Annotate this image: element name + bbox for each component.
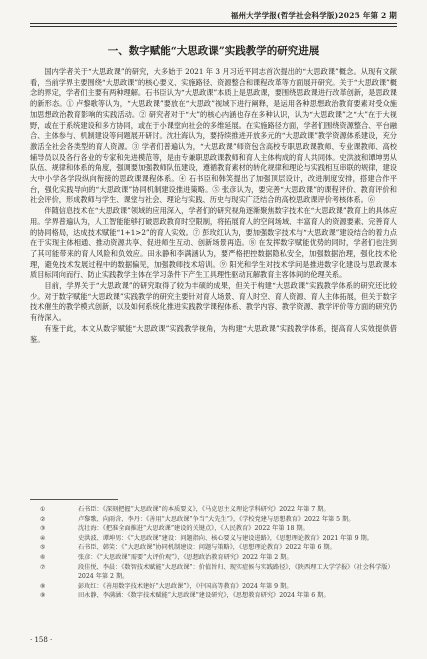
footnote-mark: ④: [40, 534, 46, 542]
footnote-text: 沈壮海：《把准全面推进“大思政课”建设的关键点》，《人民教育》2022 年第 18 期。: [78, 525, 309, 533]
footnote-mark: ⑧: [40, 582, 46, 590]
footnote-mark: ⑤: [40, 544, 46, 552]
page-number: · 158 ·: [30, 636, 53, 644]
footnote-mark: ③: [40, 525, 46, 533]
footnote-mark: ②: [40, 515, 46, 523]
section-title: 一、数字赋能“大思政课”实践教学的研究进展: [107, 45, 320, 57]
footnote: [30, 543, 397, 553]
footnote: [30, 563, 397, 582]
header-rule: [30, 23, 397, 27]
footnote-rule: [30, 499, 118, 500]
paragraph: 伴随信息技术在“大思政课”领域的应用深入，学者们的研究视角逐渐聚焦数字技术在“大思政课”教育上的具体应用。学界普遍认为，人工智能能够打破思政教育时空限制，将拓展育人的空间场域、丰富育人的资源要素、完善育人的协同格局，达成技术赋能“1+1>2”的育人实效。⑦ 彭玫红认为，要加强数字技术与“大思政课”建设结合的着力点在于实现主体相通、推动资源共享、促进师生互动、创新场景再造。⑧ 在发挥数字赋能优势的同时，学者们也注到了其可能带来的育人风险和负效应。田永静和李满涵认为，要严格把控数据隐私安全，加强数据治理，强化技术伦理，避免技术发展过程中的数据偏见，加强教师技术培训。⑨ 阳光和学生对技术学问是推进数字化建设与思政课本质目标同向而行、防止实践教学主体在学习条件下产生工具理性驱动瓦解教育主客体间的伦理关系。: [30, 206, 397, 280]
footnote: [30, 591, 397, 601]
footnote-text: 史洪波、谭坤男：《“大思政课”建设：问题指向、核心要义与建设进路》，《思想理论教育》2021 年第 9 期。: [78, 534, 373, 542]
footnote-text: 张彦：《“大思政课”需要“大评价观”》，《思想政治教育研究》2022 年第 2 期。: [78, 553, 293, 561]
footnote-mark: ⑨: [40, 592, 46, 600]
footnote: [30, 534, 397, 544]
paragraph: 国内学者关于“大思政课”的研究，大多始于 2021 年 3 月习近平同志首次提出的“大思政课”概念。从现有文献看，当前学界主要围绕“大思政课”的核心要义、实施路径、资源整合和课程改革等方面展开研究。关于“大思政课”概念的界定，学者们主要有两种理解。石书臣认为“大思政课”本质上是思政课，要围绕思政课进行改革创新，是思政课的新形态。① 卢黎歌等认为，“大思政课”要放在“大思政”视域下进行阐释，是运用各种思想政治教育要素对受众施加思想政治教育影响的实践活动。② 研究者对于“大”的核心内涵也存在多种认识，认为“大思政课”之“大”在于大视野，或在于系统建设和多方协同，或在于小课堂向社会的多维延展。在实施路径方面，学者们围绕资源整合、平台融合、主体参与、机制建设等问题展开研讨。沈壮海认为，要持续推进开放多元的“大思政课”教学资源体系建设，充分激活全社会各类型的育人资源。③ 学者们普遍认为，“大思政课”师资包含高校专职思政课教师、专业课教师、高校辅导员以及各行各业的专家和先进模范等，是由专兼职思政课教师和育人主体构成的育人共同体。史洪波和谭坤男从队伍、规律和体系的角度，强调要加强教师队伍建设，遵循教育素材的转化规律和理论与实践相互串联的规律，建设大中小学各学段纵向衔接的思政课课程体系。④ 石书臣和韩笑提出了加强顶层设计，改进制度安排，搭建合作平台，强化实践导向的“大思政课”协同机制建设推进策略。⑤ 张彦认为，要完善“大思政课”的课程评价、教育评价和社会评价，形成教师与学生、课堂与社会、理论与实践、历史与现实广泛结合的高校思政课评价考核体系。⑥: [30, 67, 397, 205]
footnote-text: 石书臣、韩笑：《“大思政课”协同机制建设：问题与策略》，《思想理论教育》2022 年第 6 期。: [78, 544, 336, 552]
paragraph: 目前，学界关于“大思政课”的研究取得了较为丰硕的成果，但关于构建“大思政课”实践教学体系的研究还比较少。对于数字赋能“大思政课”实践教学的研究主要针对育人场景、育人时空、育人资源、育人主体拓展，但关于数字技术催生的教学模式创新，以及如何系统化推进实践教学课程体系、教学内容、教学资源、教学评价等方面的研究仍有待深入。: [30, 281, 397, 323]
footnote: [30, 515, 397, 525]
running-header: 福州大学学报(哲学社会科学版)2025 年第 2 期: [230, 11, 397, 20]
footnote-text: 石书臣：《深刻把握“大思政课”的本质要义》，《马克思主义理论学科研究》2022 年第 7 期。: [78, 506, 330, 513]
body-text: [30, 67, 397, 345]
footnote-mark: ⑦: [40, 563, 46, 571]
paragraph: 有鉴于此，本文从数字赋能“大思政课”实践教学视角，为构建“大思政课”实践教学体系，提高育人实效提供借鉴。: [30, 323, 397, 344]
footnote: [30, 524, 397, 534]
footnote-text: 田永静、李满涵：《数字技术赋能“大思政课”建设研究》，《思想教育研究》2024 年第 6 期。: [78, 592, 330, 600]
footnote-text: 卢黎歌、向雨含、李丹：《善用“大思政课”争当“大先生”》，《学校党建与思想教育》2022 年第 5 期。: [78, 515, 355, 523]
footnote: [30, 505, 397, 515]
footnote-mark: ⑥: [40, 553, 46, 561]
footnote-text: 彭玫红：《善用数字技术建好“大思政课”》，《中国高等教育》2024 年第 9 期。: [78, 582, 293, 590]
footnote: [30, 582, 397, 592]
footnote: [30, 553, 397, 563]
footnotes: [30, 505, 397, 601]
footnote-text: 段佳悦、李晨：《数智技术赋能“大思政课”：价值旨归、现实症候与实践路径》，《陕西理工大学学报》（社会科学版）2024 年第 2 期。: [78, 563, 394, 581]
footnote-mark: ①: [40, 506, 46, 513]
